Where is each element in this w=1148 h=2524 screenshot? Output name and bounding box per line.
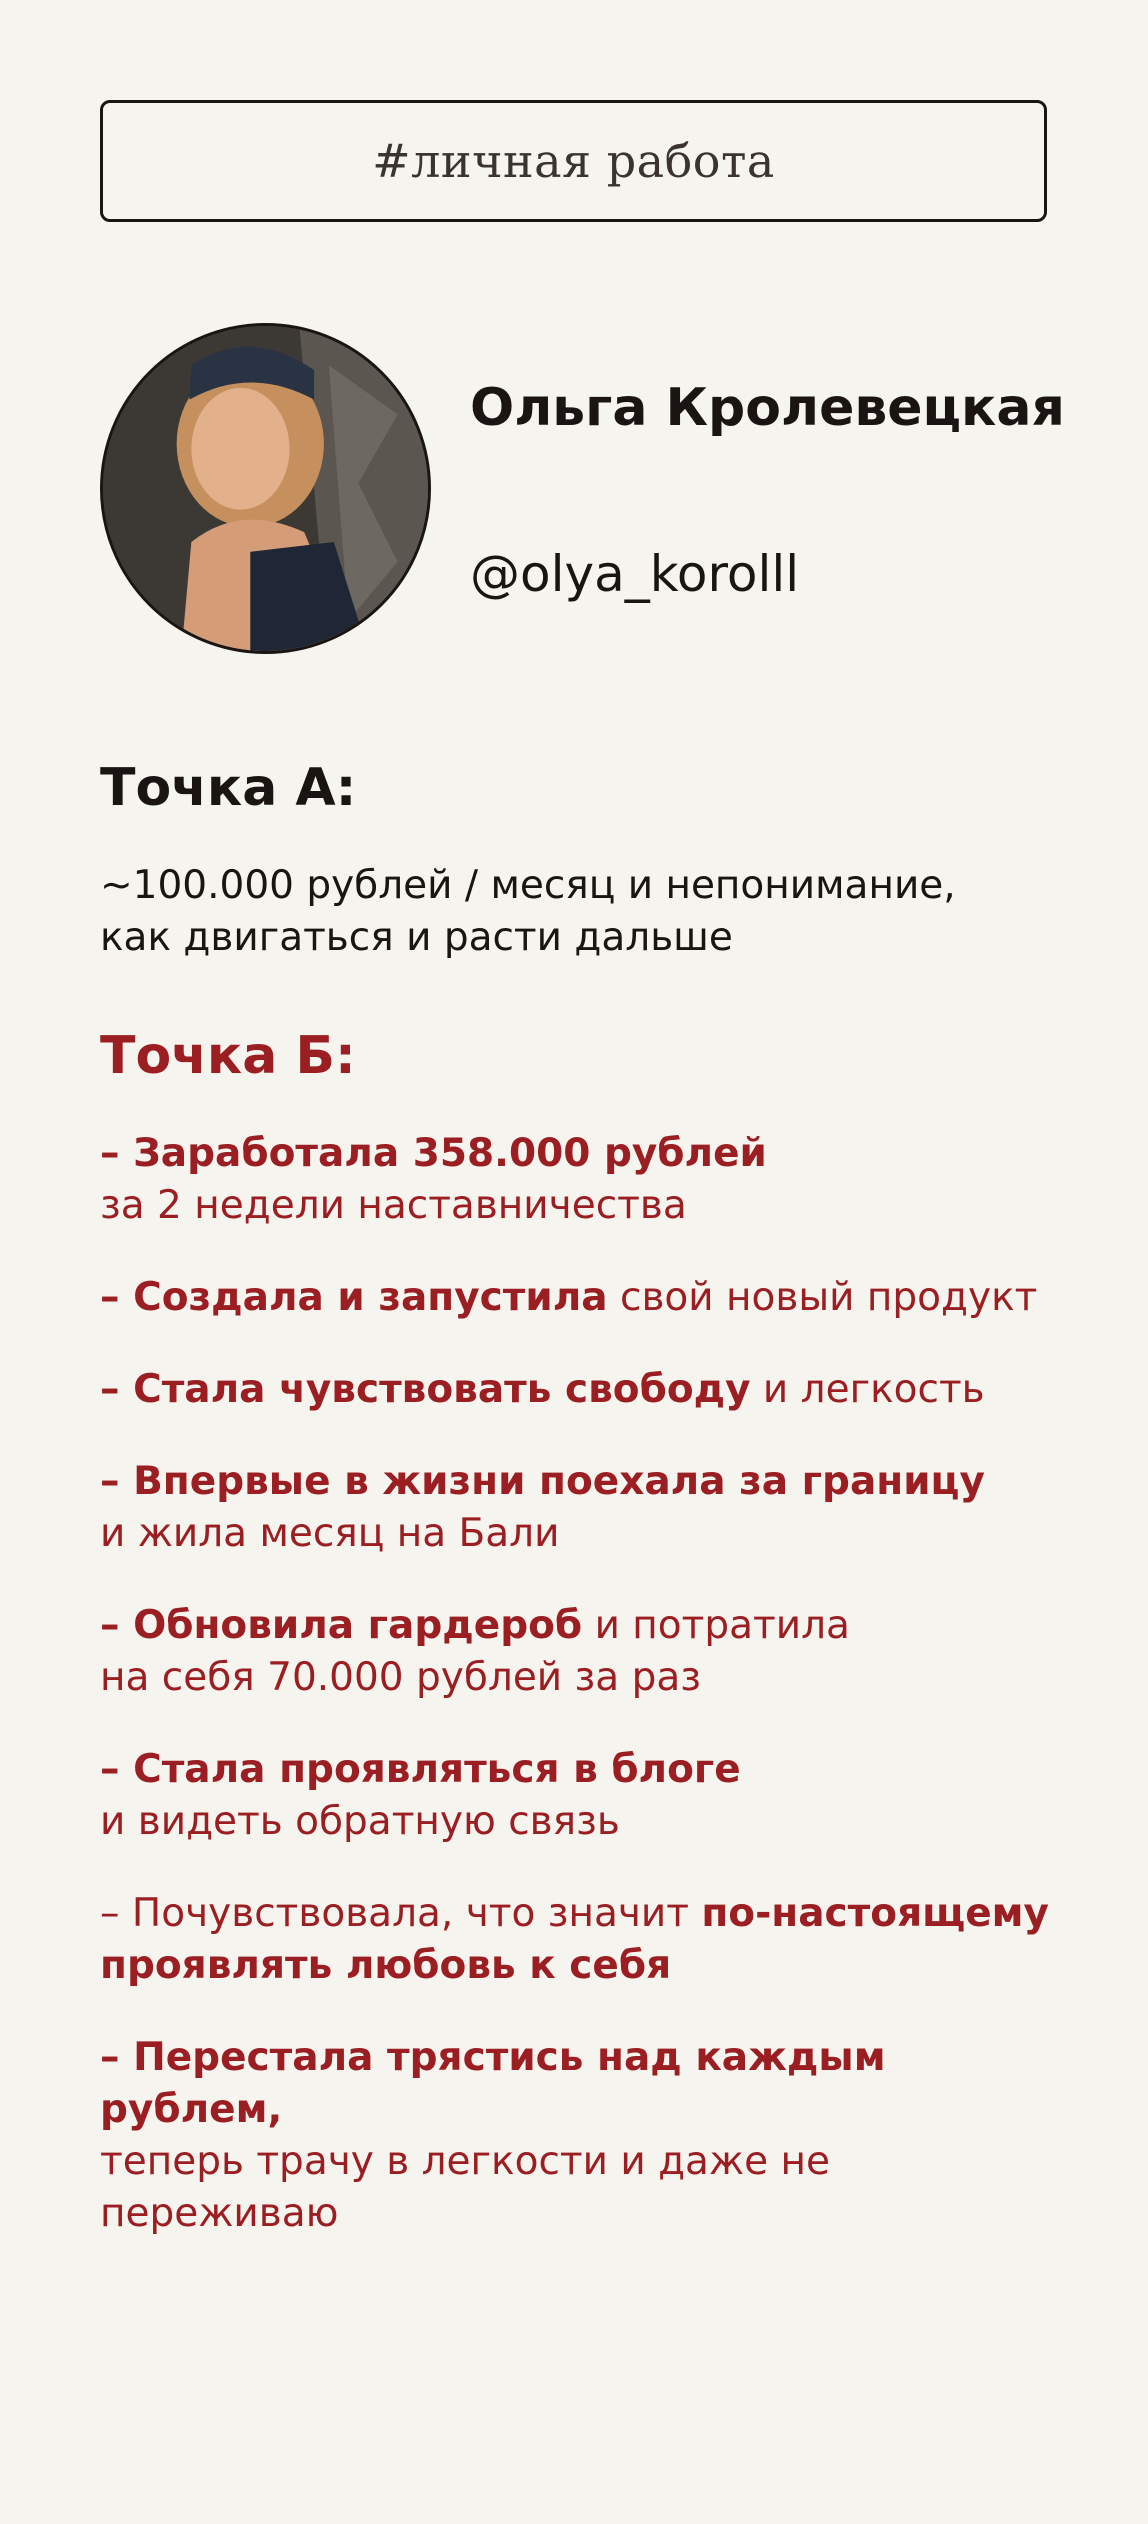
item-bold: – Создала и запустила	[100, 1275, 608, 1320]
hashtag-text: #личная работа	[372, 134, 775, 188]
point-a-heading: Точка А:	[100, 758, 357, 818]
point-b-item	[100, 1456, 1070, 1560]
item-bold: – Обновила гардероб	[100, 1603, 583, 1648]
point-b-list	[100, 1128, 1070, 2280]
item-bold: – Заработала 358.000 рублей	[100, 1131, 767, 1176]
avatar-photo	[103, 326, 428, 651]
item-text: за 2 недели наставничества	[100, 1183, 687, 1228]
item-text: и легкость	[750, 1367, 985, 1412]
point-a-text	[100, 860, 1060, 964]
item-text: – Почувствовала, что значит	[100, 1891, 702, 1936]
point-b-item	[100, 1600, 1070, 1704]
item-bold: – Перестала трястись над каждым рублем,	[100, 2035, 886, 2132]
point-a-line: ~100.000 рублей / месяц и непонимание,	[100, 863, 956, 908]
item-bold: проявлять любовь к себя	[100, 1943, 672, 1988]
item-text: на себя 70.000 рублей за раз	[100, 1655, 701, 1700]
hashtag-box	[100, 100, 1047, 222]
point-b-item	[100, 1364, 1070, 1416]
point-b-item	[100, 1128, 1070, 1232]
item-text: теперь трачу в легкости и даже не переживаю	[100, 2139, 830, 2236]
point-b-item	[100, 1888, 1070, 1992]
item-bold: – Стала чувствовать свободу	[100, 1367, 751, 1412]
profile-name: Ольга Кролевецкая	[470, 378, 1065, 438]
profile-handle: @olya_korolll	[470, 545, 800, 603]
item-text: свой новый продукт	[607, 1275, 1038, 1320]
point-b-item	[100, 1272, 1070, 1324]
point-b-item	[100, 2032, 1070, 2240]
item-bold: – Впервые в жизни поехала за границу	[100, 1459, 985, 1504]
avatar	[100, 323, 431, 654]
item-text: и потратила	[582, 1603, 850, 1648]
item-text: и жила месяц на Бали	[100, 1511, 560, 1556]
point-b-heading: Точка Б:	[100, 1026, 356, 1086]
point-b-item	[100, 1744, 1070, 1848]
item-text: и видеть обратную связь	[100, 1799, 620, 1844]
item-bold: по-настоящему	[701, 1891, 1049, 1936]
point-a-line: как двигаться и расти дальше	[100, 915, 733, 960]
item-bold: – Стала проявляться в блоге	[100, 1747, 741, 1792]
